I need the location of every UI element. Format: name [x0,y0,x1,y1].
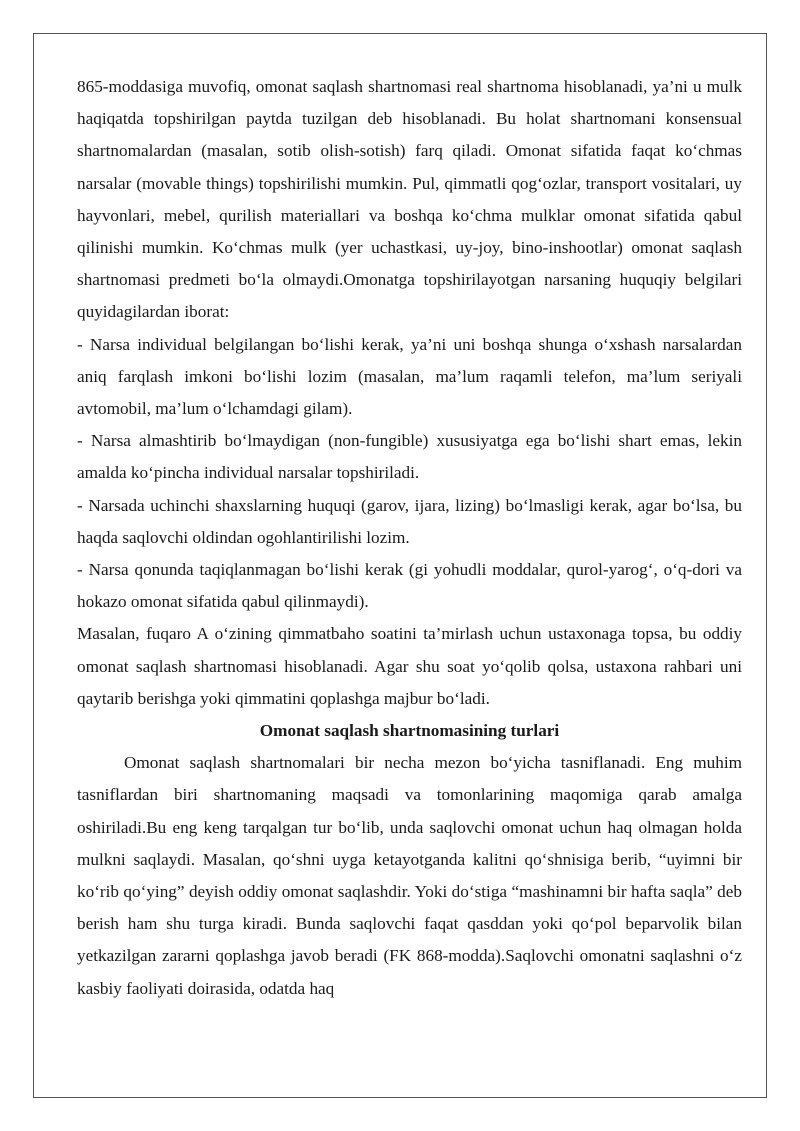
list-item-not-prohibited: - Narsa qonunda taqiqlanmagan bo‘lishi kerak (gi yohudli moddalar, qurol-yarog‘, o‘q-dori va hokazo omonat sifatida qabul qilinmaydi). [77,560,742,612]
paragraph-example: Masalan, fuqaro A o‘zining qimmatbaho soatini ta’mirlash uchun ustaxonaga topsa, bu oddiy omonat saqlash shartnomasi hisoblanadi. Agar shu soat yo‘qolib qolsa, ustaxona rahbari uni qaytarib berishga yoki qimmatini qoplashga majbur bo‘ladi. [77,624,742,708]
list-item-non-fungible: - Narsa almashtirib bo‘lmaydigan (non-fungible) xususiyatga ega bo‘lishi shart emas, lekin amalda ko‘pincha individual narsalar topshiriladi. [77,431,742,483]
document-body [77,71,742,1005]
paragraph-intro: 865-moddasiga muvofiq, omonat saqlash shartnomasi real shartnoma hisoblanadi, ya’ni u mulk haqiqatda topshirilgan paytda tuzilgan deb hisoblanadi. Bu holat shartnomani konsensual shartnomalardan (masalan, sotib olish-sotish) farq qiladi. Omonat sifatida faqat ko‘chmas narsalar (movable things) topshirilishi mumkin. Pul, qimmatli qog‘ozlar, transport vositalari, uy hayvonlari, mebel, qurilish materiallari va boshqa ko‘chma mulklar omonat sifatida qabul qilinishi mumkin. Ko‘chmas mulk (yer uchastkasi, uy-joy, bino-inshootlar) omonat saqlash shartnomasi predmeti bo‘la olmaydi.Omonatga topshirilayotgan narsaning huquqiy belgilari quyidagilardan iborat: [77,77,742,322]
section-heading: Omonat saqlash shartnomasining turlari [259,721,560,741]
list-item-third-party-rights: - Narsada uchinchi shaxslarning huquqi (garov, ijara, lizing) bo‘lmasligi kerak, agar bo‘lsa, bu haqda saqlovchi oldindan ogohlantirilishi lozim. [77,495,742,547]
paragraph-types: Omonat saqlash shartnomalari bir necha mezon bo‘yicha tasniflanadi. Eng muhim tasniflardan biri shartnomaning maqsadi va tomonlarining maqomiga qarab amalga oshiriladi.Bu eng keng tarqalgan tur bo‘lib, unda saqlovchi omonat uchun haq olmagan holda mulkni saqlaydi. Masalan, qo‘shni uyga ketayotganda kalitni qo‘shnisiga berib, “uyimni bir ko‘rib qo‘ying” deyish oddiy omonat saqlashdir. Yoki do‘stiga “mashinamni bir hafta saqla” deb berish ham shu turga kiradi. Bunda saqlovchi faqat qasddan yoki qo‘pol beparvolik bilan yetkazilgan zararni qoplashga javob beradi (FK 868-modda).Saqlovchi omonatni saqlashni o‘z kasbiy faoliyati doirasida, odatda haq [77,753,742,998]
list-item-individual: - Narsa individual belgilangan bo‘lishi kerak, ya’ni uni boshqa shunga o‘xshash narsalardan aniq farqlash imkoni bo‘lishi lozim (masalan, ma’lum raqamli telefon, ma’lum seriyali avtomobil, ma’lum o‘lchamdagi gilam). [77,334,742,419]
